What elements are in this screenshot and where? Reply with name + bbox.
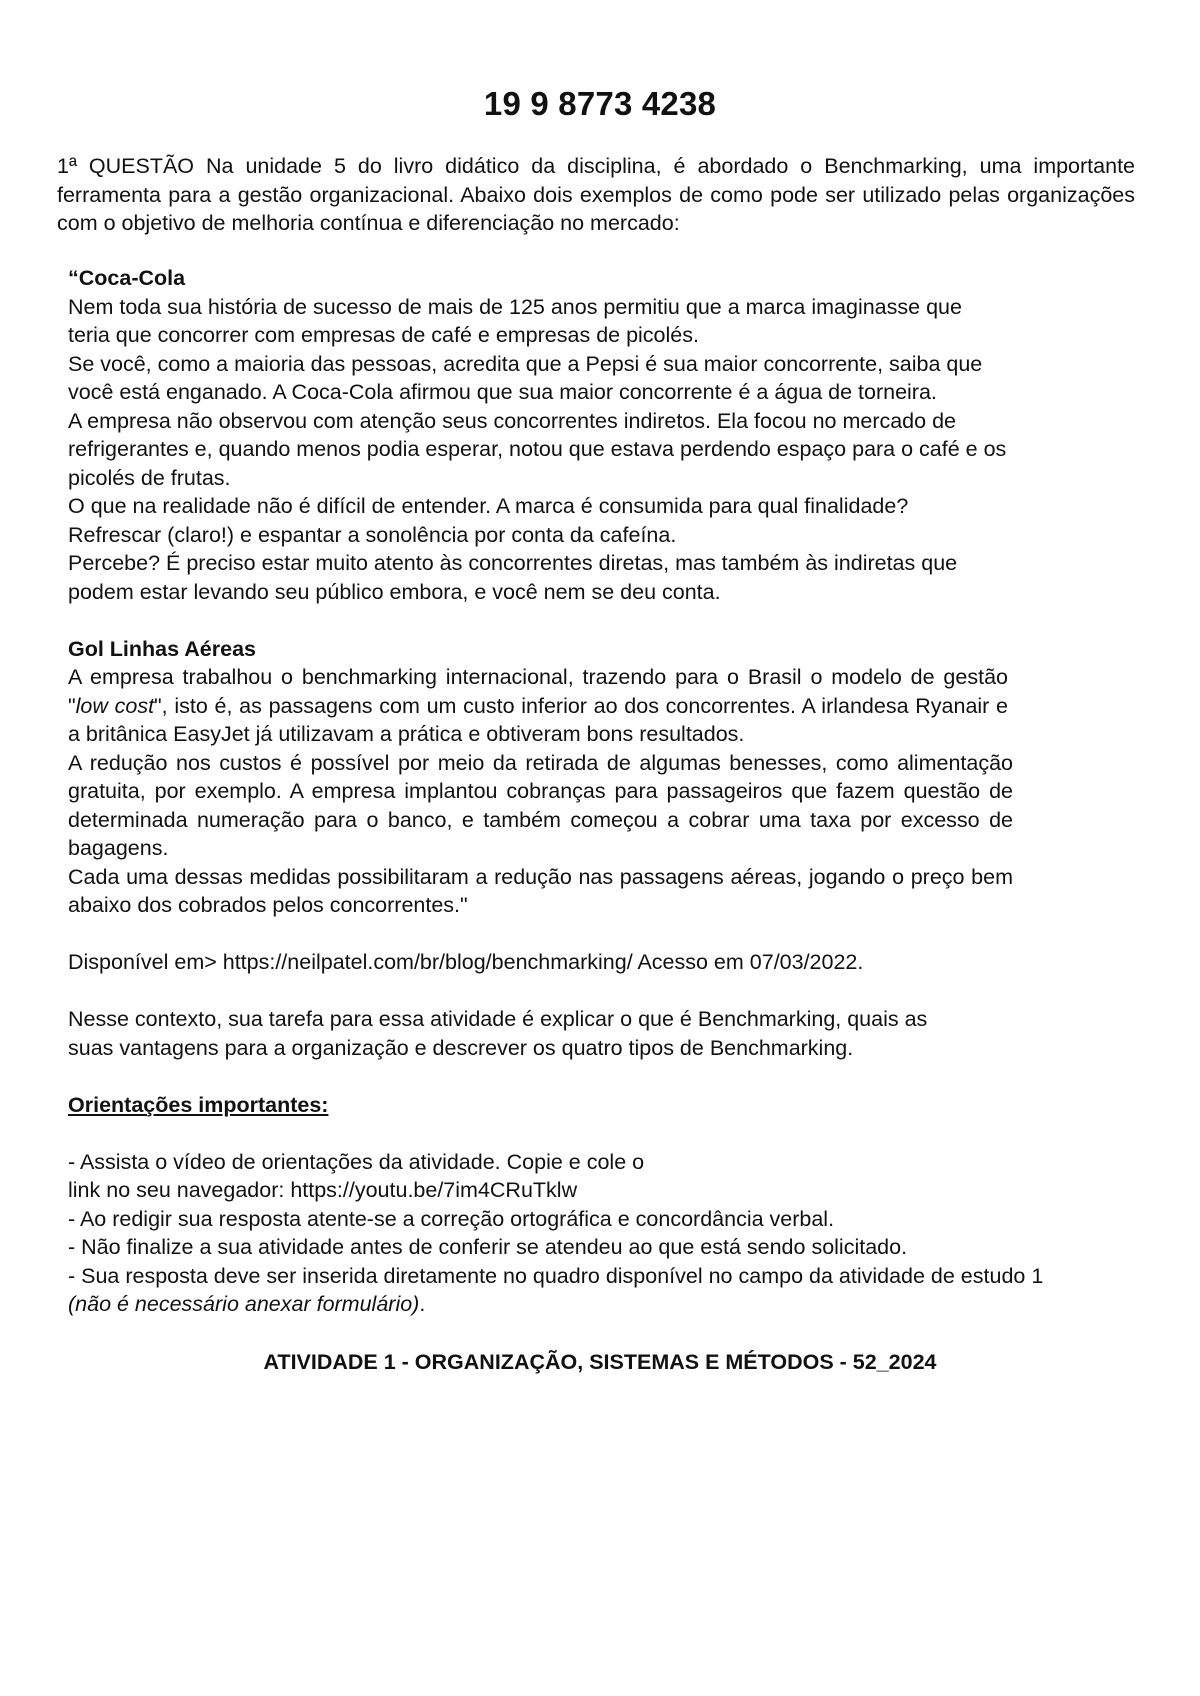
- gol-paragraph-1: [68, 663, 1008, 749]
- orientation-item-4: [68, 1262, 1088, 1319]
- orientations-title: Orientações importantes:: [68, 1092, 329, 1117]
- orientation-item-3: - Não finalize a sua atividade antes de conferir se atendeu ao que está sendo solicitado.: [68, 1235, 908, 1259]
- coca-cola-paragraph-2: Se você, como a maioria das pessoas, acredita que a Pepsi é sua maior concorrente, saiba que você está enganado. A Coca-Cola afirmou que sua maior concorrente é a água de torneira.: [68, 351, 983, 404]
- orientation-item-4-note: (não é necessário anexar formulário): [68, 1292, 420, 1316]
- gol-paragraph-2: A redução nos custos é possível por meio da retirada de algumas benesses, como alimentação gratuita, por exemplo. A empresa implantou cobranças para passageiros que fazem questão de determinada numeração para o banco, e também começou a cobrar uma taxa por excesso de bagagens.: [68, 750, 1013, 860]
- coca-cola-paragraph-1: Nem toda sua história de sucesso de mais de 125 anos permitiu que a marca imaginasse que teria que concorrer com empresas de café e empresas de picolés.: [68, 294, 962, 347]
- coca-cola-paragraph-5: Percebe? É preciso estar muito atento às concorrentes diretas, mas também às indiretas que podem estar levando seu público embora, e você nem se deu conta.: [68, 551, 958, 604]
- orientation-item-4-text: - Sua resposta deve ser inserida diretamente no quadro disponível no campo da atividade de estudo 1: [68, 1263, 1044, 1288]
- coca-cola-paragraph-3: A empresa não observou com atenção seus concorrentes indiretos. Ela focou no mercado de refrigerantes e, quando menos podia esperar, notou que estava perdendo espaço para o café e os picolés de frutas.: [68, 408, 1007, 490]
- activity-footer: ATIVIDADE 1 - ORGANIZAÇÃO, SISTEMAS E MÉTODOS - 52_2024: [263, 1350, 937, 1374]
- source-reference: Disponível em> https://neilpatel.com/br/blog/benchmarking/ Acesso em 07/03/2022.: [68, 950, 864, 974]
- quoted-examples: [68, 264, 1136, 1319]
- coca-cola-paragraph-4: O que na realidade não é difícil de entender. A marca é consumida para qual finalidade? Refrescar (claro!) e espantar a sonolência por conta da cafeína.: [68, 494, 909, 547]
- orientation-item-1-line-1: - Assista o vídeo de orientações da atividade. Copie e cole o: [68, 1149, 645, 1174]
- question-intro: 1ª QUESTÃO Na unidade 5 do livro didático da disciplina, é abordado o Benchmarking, uma importante ferramenta para a gestão organizacional. Abaixo dois exemplos de como pode ser utilizado pelas organizações com o objetivo de melhoria contínua e diferenciação no mercado:: [57, 154, 1135, 235]
- orientation-item-4-end: .: [419, 1292, 426, 1316]
- task-description: Nesse contexto, sua tarefa para essa atividade é explicar o que é Benchmarking, quais as suas vantagens para a organização e descrever os quatro tipos de Benchmarking.: [68, 1007, 928, 1060]
- orientation-item-1-line-2: link no seu navegador: https://youtu.be/7im4CRuTklw: [68, 1178, 578, 1202]
- gol-paragraph-3: Cada uma dessas medidas possibilitaram a redução nas passagens aéreas, jogando o preço bem abaixo dos cobrados pelos concorrentes.": [68, 864, 1013, 917]
- coca-cola-heading: “Coca-Cola: [68, 266, 186, 290]
- gol-paragraph-1-start: A empresa trabalhou o benchmarking internacional, trazendo para o Brasil o modelo de gestão ": [68, 665, 1008, 718]
- gol-heading: Gol Linhas Aéreas: [68, 636, 256, 661]
- low-cost-term: low cost: [75, 693, 155, 718]
- orientation-item-2: - Ao redigir sua resposta atente-se a correção ortográfica e concordância verbal.: [68, 1206, 835, 1231]
- phone-number-heading: 19 9 8773 4238: [483, 85, 717, 122]
- gol-paragraph-1-end: ", isto é, as passagens com um custo inferior ao dos concorrentes. A irlandesa Ryanair e a britânica EasyJet já utilizavam a prática e obtiveram bons resultados.: [68, 693, 1009, 746]
